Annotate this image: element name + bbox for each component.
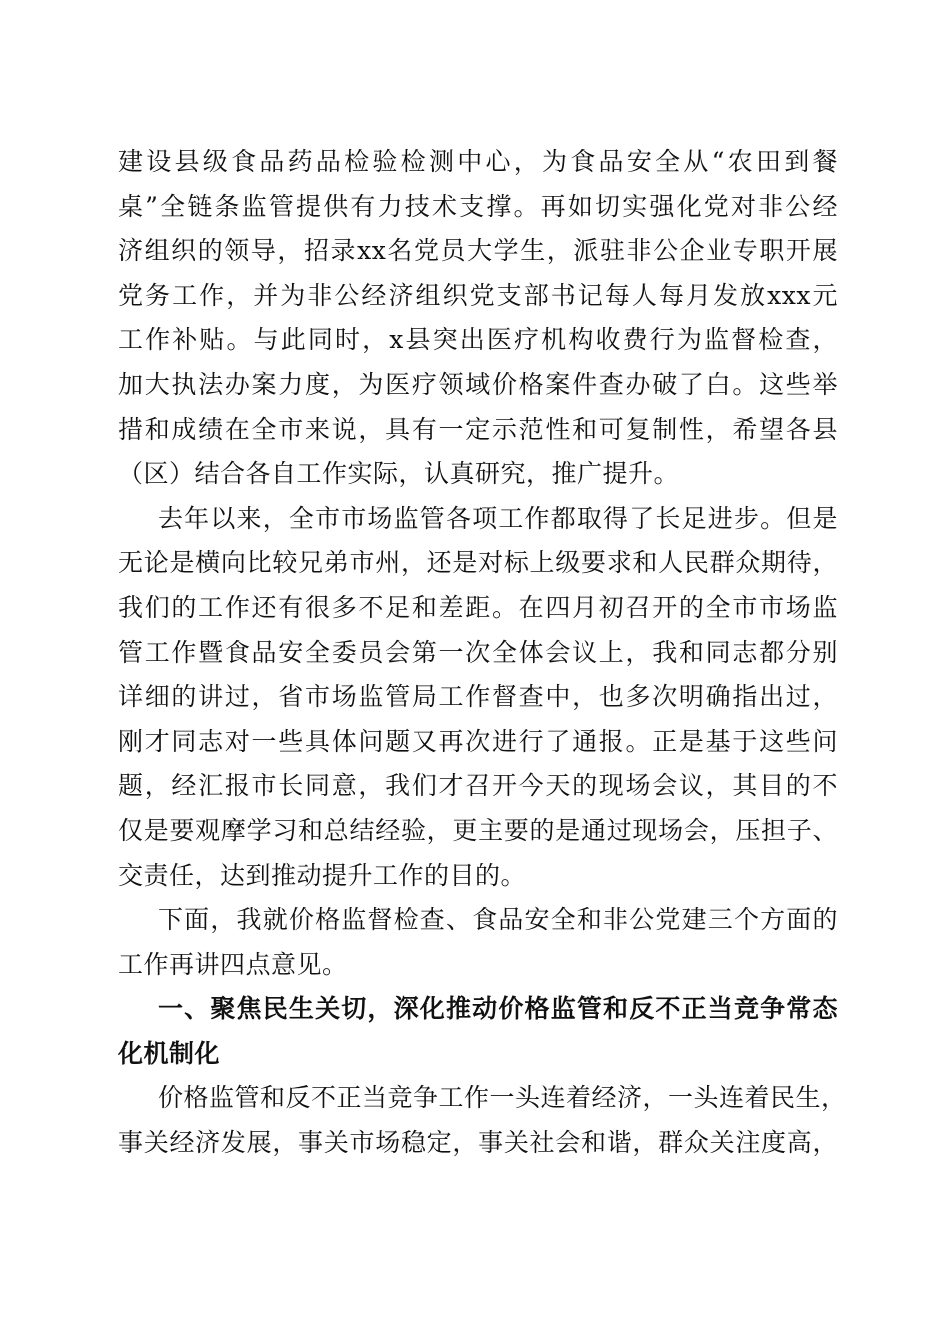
paragraph [118, 898, 838, 987]
heading-line: 一、聚焦民生关切，深化推动价格监管和反不正当竞争常态 [158, 994, 838, 1024]
text-line: 工作再讲四点意见。 [118, 949, 348, 979]
section-heading [118, 987, 838, 1076]
text-line: 无论是横向比较兄弟市州，还是对标上级要求和人民群众期待， [118, 548, 838, 578]
text-line: 济组织的领导，招录xx名党员大学生，派驻非公企业专职开展 [118, 236, 838, 266]
text-line: （区）结合各自工作实际，认真研究，推广提升。 [118, 459, 680, 489]
text-line: 加大执法办案力度，为医疗领域价格案件查办破了白。这些举 [118, 369, 838, 399]
paragraph [118, 1076, 847, 1165]
text-line: 去年以来，全市市场监管各项工作都取得了长足进步。但是 [158, 503, 838, 533]
text-line: 措和成绩在全市来说，具有一定示范性和可复制性，希望各县 [118, 414, 838, 444]
text-line: 我们的工作还有很多不足和差距。在四月初召开的全市市场监 [118, 592, 838, 622]
text-line: 题，经汇报市长同意，我们才召开今天的现场会议，其目的不 [118, 771, 838, 801]
text-line: 事关经济发展，事关市场稳定，事关社会和谐，群众关注度高， [118, 1128, 838, 1158]
text-line: 详细的讲过，省市场监管局工作督查中，也多次明确指出过， [118, 682, 838, 712]
text-line: 下面，我就价格监督检查、食品安全和非公党建三个方面的 [158, 905, 838, 935]
text-line: 仅是要观摩学习和总结经验，更主要的是通过现场会，压担子、 [118, 815, 838, 845]
heading-line: 化机制化 [118, 1038, 221, 1068]
text-line: 交责任，达到推动提升工作的目的。 [118, 860, 527, 890]
text-line: 桌”全链条监管提供有力技术支撑。再如切实强化党对非公经 [118, 191, 838, 221]
text-line: 建设县级食品药品检验检测中心，为食品安全从“农田到餐 [118, 147, 838, 176]
paragraph [118, 140, 838, 497]
text-line: 价格监管和反不正当竞争工作一头连着经济，一头连着民生， [158, 1083, 847, 1113]
document-body [118, 140, 847, 1166]
text-line: 党务工作，并为非公经济组织党支部书记每人每月发放xxx元 [118, 280, 838, 310]
paragraph [118, 497, 838, 898]
text-line: 管工作暨食品安全委员会第一次全体会议上，我和同志都分别 [118, 637, 838, 667]
text-line: 工作补贴。与此同时，x县突出医疗机构收费行为监督检查， [118, 325, 838, 355]
text-line: 刚才同志对一些具体问题又再次进行了通报。正是基于这些问 [118, 726, 838, 756]
